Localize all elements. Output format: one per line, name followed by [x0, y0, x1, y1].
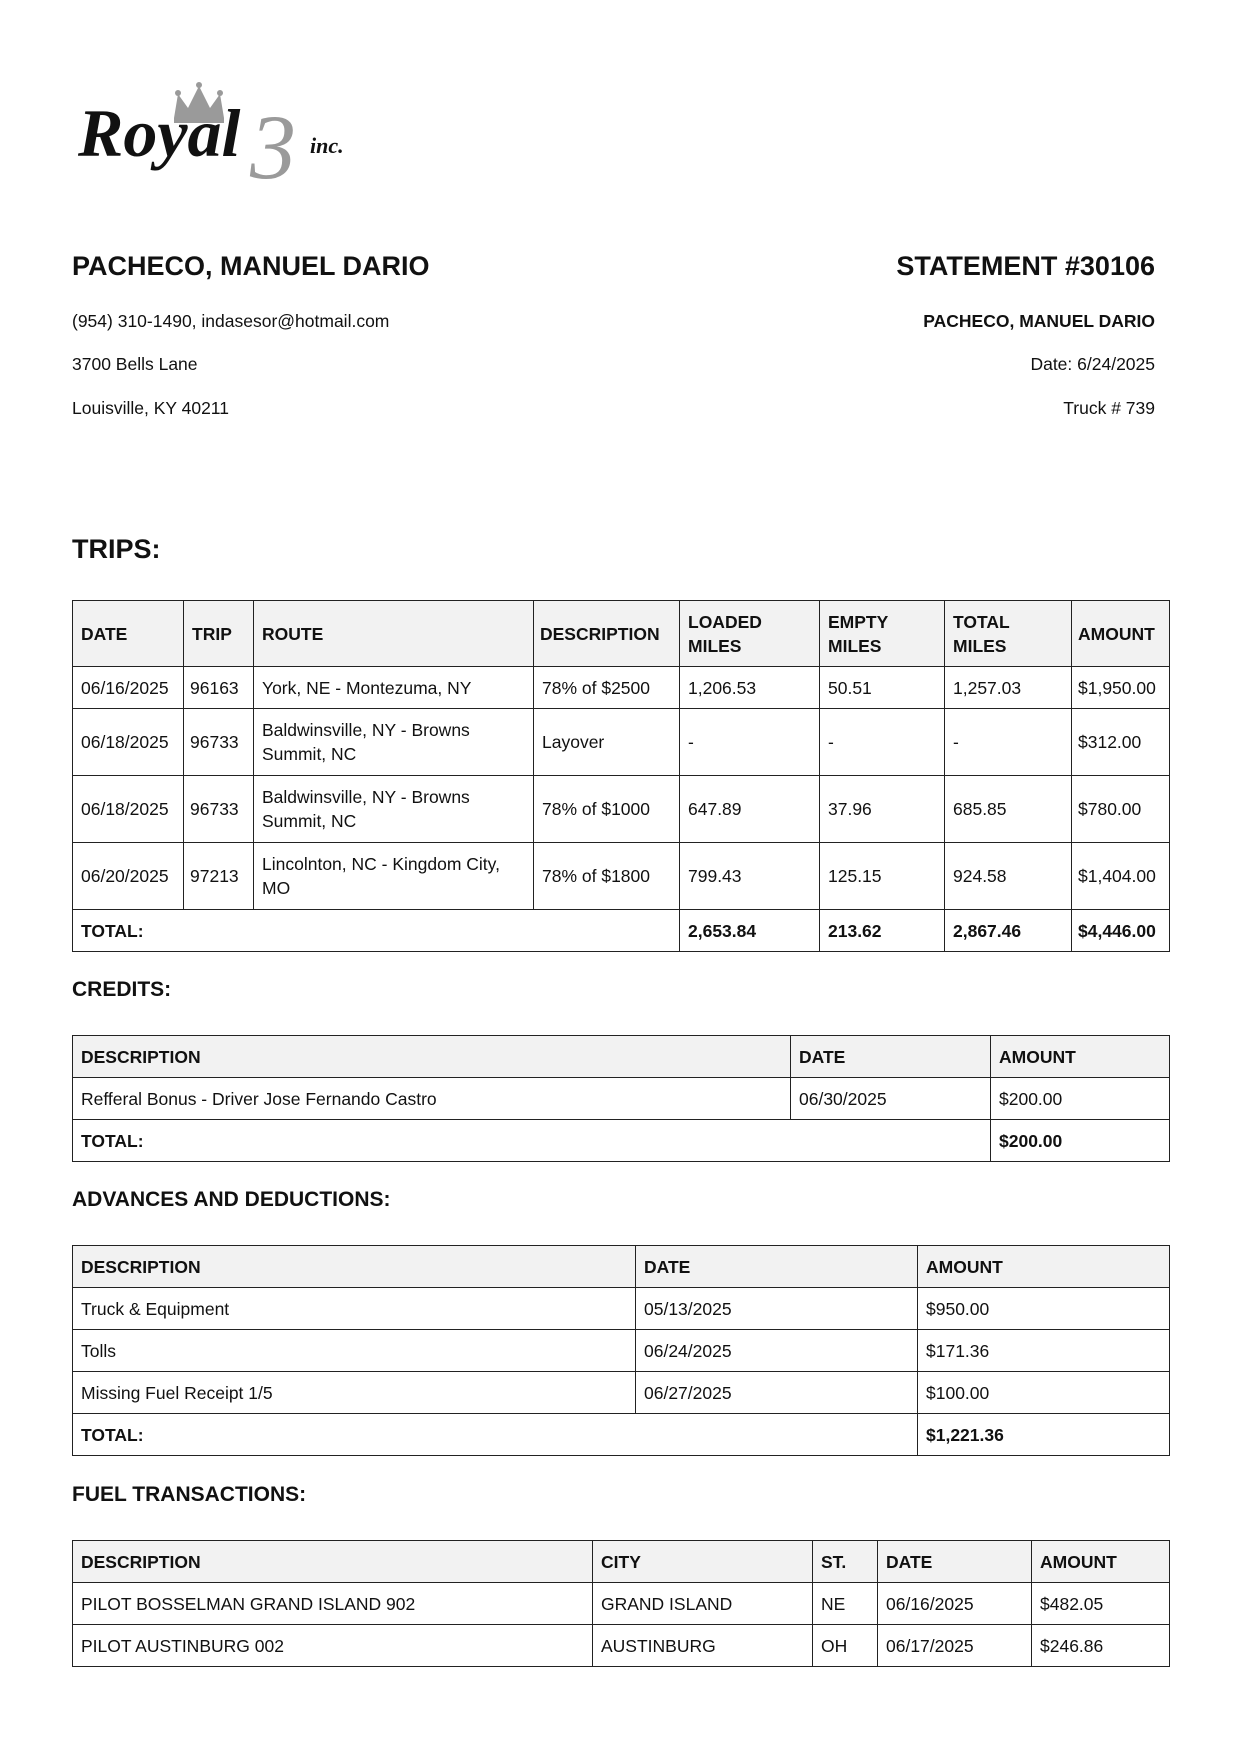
- fuel-row: [73, 1625, 1170, 1667]
- trip-number: 96733: [184, 709, 254, 776]
- trip-description: Layover: [534, 709, 680, 776]
- credit-description: Refferal Bonus - Driver Jose Fernando Castro: [73, 1078, 791, 1120]
- driver-info: [72, 248, 632, 418]
- col-description: DESCRIPTION: [73, 1541, 593, 1583]
- fuel-description: PILOT BOSSELMAN GRAND ISLAND 902: [73, 1583, 593, 1625]
- deductions-header-row: [73, 1246, 1170, 1288]
- fuel-state: NE: [813, 1583, 878, 1625]
- trip-total-miles: 1,257.03: [945, 667, 1072, 709]
- deduction-description: Truck & Equipment: [73, 1288, 636, 1330]
- trip-loaded-miles: 799.43: [680, 843, 820, 910]
- logo-suffix: inc.: [310, 133, 344, 158]
- deduction-amount: $100.00: [918, 1372, 1170, 1414]
- deduction-row: [73, 1330, 1170, 1372]
- trips-total-label: TOTAL:: [73, 910, 680, 952]
- trip-row: [73, 843, 1170, 910]
- truck-number: Truck # 739: [1063, 398, 1155, 418]
- deductions-total-label: TOTAL:: [73, 1414, 918, 1456]
- trip-empty-miles: 37.96: [820, 776, 945, 843]
- col-date: DATE: [878, 1541, 1032, 1583]
- trips-total-row: [73, 910, 1170, 952]
- trips-table: [72, 600, 1170, 952]
- driver-contact: (954) 310-1490, indasesor@hotmail.com: [72, 311, 390, 331]
- trip-loaded-miles: 647.89: [680, 776, 820, 843]
- trip-empty-miles: 125.15: [820, 843, 945, 910]
- fuel-amount: $246.86: [1032, 1625, 1170, 1667]
- trip-amount: $1,404.00: [1072, 843, 1170, 910]
- credit-row: [73, 1078, 1170, 1120]
- fuel-description: PILOT AUSTINBURG 002: [73, 1625, 593, 1667]
- credits-table: [72, 1035, 1170, 1162]
- trips-total-miles: 2,867.46: [945, 910, 1072, 952]
- col-state: ST.: [813, 1541, 878, 1583]
- col-date: DATE: [73, 601, 184, 667]
- driver-name: PACHECO, MANUEL DARIO: [72, 251, 430, 281]
- credit-amount: $200.00: [991, 1078, 1170, 1120]
- deduction-date: 05/13/2025: [636, 1288, 918, 1330]
- col-date: DATE: [636, 1246, 918, 1288]
- trip-row: [73, 776, 1170, 843]
- deductions-title: ADVANCES AND DEDUCTIONS:: [72, 1188, 391, 1211]
- fuel-date: 06/16/2025: [878, 1583, 1032, 1625]
- trip-amount: $780.00: [1072, 776, 1170, 843]
- statement-info: [595, 248, 1155, 418]
- deductions-total-amount: $1,221.36: [918, 1414, 1170, 1456]
- credits-header-row: [73, 1036, 1170, 1078]
- driver-address-line2: Louisville, KY 40211: [72, 398, 229, 418]
- trip-total-miles: -: [945, 709, 1072, 776]
- royal-3-logo: [78, 78, 378, 188]
- col-amount: AMOUNT: [991, 1036, 1170, 1078]
- logo-wordmark: Royal: [78, 95, 241, 171]
- deduction-date: 06/27/2025: [636, 1372, 918, 1414]
- credits-total-row: [73, 1120, 1170, 1162]
- col-route: ROUTE: [254, 601, 534, 667]
- fuel-date: 06/17/2025: [878, 1625, 1032, 1667]
- trip-empty-miles: 50.51: [820, 667, 945, 709]
- statement-date: Date: 6/24/2025: [1030, 354, 1155, 374]
- fuel-state: OH: [813, 1625, 878, 1667]
- deduction-row: [73, 1372, 1170, 1414]
- col-trip: TRIP: [184, 601, 254, 667]
- deduction-description: Tolls: [73, 1330, 636, 1372]
- deduction-amount: $950.00: [918, 1288, 1170, 1330]
- deduction-amount: $171.36: [918, 1330, 1170, 1372]
- credits-total-amount: $200.00: [991, 1120, 1170, 1162]
- trip-date: 06/16/2025: [73, 667, 184, 709]
- trip-date: 06/18/2025: [73, 776, 184, 843]
- fuel-header-row: [73, 1541, 1170, 1583]
- col-loaded-miles: LOADED MILES: [680, 601, 820, 667]
- deduction-description: Missing Fuel Receipt 1/5: [73, 1372, 636, 1414]
- statement-title: STATEMENT #30106: [896, 251, 1155, 281]
- trip-number: 97213: [184, 843, 254, 910]
- trips-total-loaded: 2,653.84: [680, 910, 820, 952]
- trip-description: 78% of $2500: [534, 667, 680, 709]
- deduction-row: [73, 1288, 1170, 1330]
- fuel-city: AUSTINBURG: [593, 1625, 813, 1667]
- trip-description: 78% of $1800: [534, 843, 680, 910]
- trips-title: TRIPS:: [72, 534, 161, 564]
- deductions-table: [72, 1245, 1170, 1456]
- trip-route: Baldwinsville, NY - Browns Summit, NC: [254, 776, 534, 843]
- trip-loaded-miles: -: [680, 709, 820, 776]
- fuel-city: GRAND ISLAND: [593, 1583, 813, 1625]
- credit-date: 06/30/2025: [791, 1078, 991, 1120]
- credits-total-label: TOTAL:: [73, 1120, 991, 1162]
- trip-amount: $312.00: [1072, 709, 1170, 776]
- trip-loaded-miles: 1,206.53: [680, 667, 820, 709]
- trip-date: 06/18/2025: [73, 709, 184, 776]
- deductions-total-row: [73, 1414, 1170, 1456]
- trip-route: Baldwinsville, NY - Browns Summit, NC: [254, 709, 534, 776]
- credits-title: CREDITS:: [72, 978, 172, 1001]
- trip-amount: $1,950.00: [1072, 667, 1170, 709]
- trip-empty-miles: -: [820, 709, 945, 776]
- statement-driver-name: PACHECO, MANUEL DARIO: [923, 311, 1155, 331]
- driver-address-line1: 3700 Bells Lane: [72, 354, 198, 374]
- trip-total-miles: 685.85: [945, 776, 1072, 843]
- fuel-amount: $482.05: [1032, 1583, 1170, 1625]
- trip-route: York, NE - Montezuma, NY: [254, 667, 534, 709]
- trip-row: [73, 709, 1170, 776]
- col-date: DATE: [791, 1036, 991, 1078]
- col-description: DESCRIPTION: [73, 1036, 791, 1078]
- col-total-miles: TOTAL MILES: [945, 601, 1072, 667]
- trip-number: 96733: [184, 776, 254, 843]
- fuel-table: [72, 1540, 1170, 1667]
- logo-numeral: 3: [250, 96, 296, 188]
- deduction-date: 06/24/2025: [636, 1330, 918, 1372]
- trips-total-empty: 213.62: [820, 910, 945, 952]
- trip-total-miles: 924.58: [945, 843, 1072, 910]
- col-amount: AMOUNT: [1072, 601, 1170, 667]
- trips-header-row: [73, 601, 1170, 667]
- col-amount: AMOUNT: [1032, 1541, 1170, 1583]
- trip-row: [73, 667, 1170, 709]
- col-amount: AMOUNT: [918, 1246, 1170, 1288]
- trip-number: 96163: [184, 667, 254, 709]
- col-empty-miles: EMPTY MILES: [820, 601, 945, 667]
- trip-date: 06/20/2025: [73, 843, 184, 910]
- trip-route: Lincolnton, NC - Kingdom City, MO: [254, 843, 534, 910]
- fuel-row: [73, 1583, 1170, 1625]
- trips-total-amount: $4,446.00: [1072, 910, 1170, 952]
- fuel-title: FUEL TRANSACTIONS:: [72, 1483, 307, 1506]
- col-city: CITY: [593, 1541, 813, 1583]
- col-description: DESCRIPTION: [534, 601, 680, 667]
- trip-description: 78% of $1000: [534, 776, 680, 843]
- col-description: DESCRIPTION: [73, 1246, 636, 1288]
